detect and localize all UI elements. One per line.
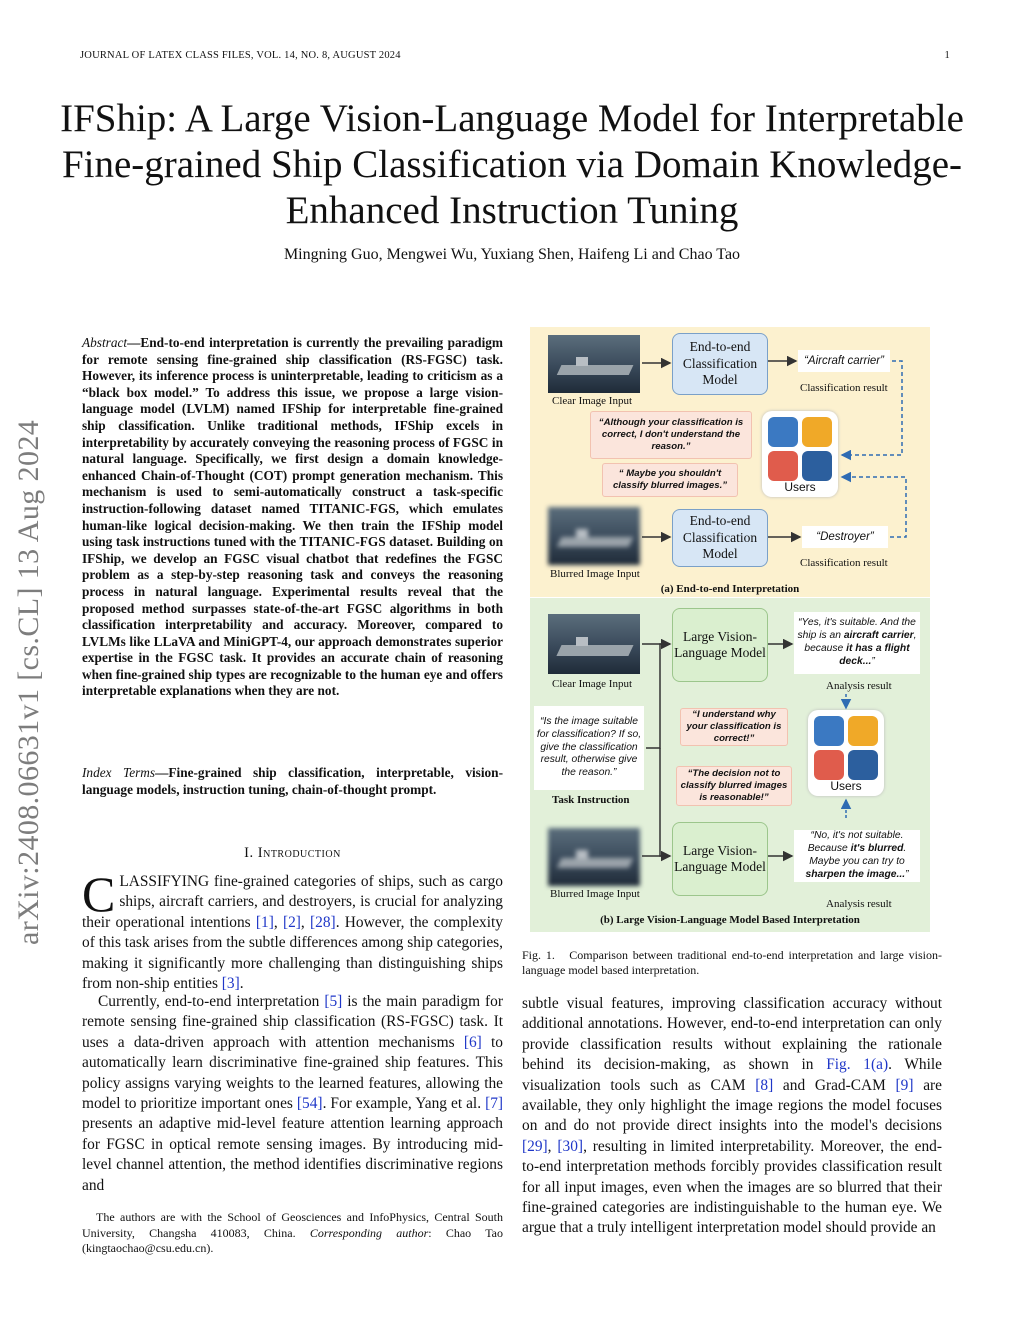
user-bubble-a2: “ Maybe you shouldn't classify blurred images.” bbox=[602, 463, 738, 497]
section-title: Introduction bbox=[257, 845, 341, 861]
text: , because bbox=[804, 630, 917, 654]
text: : Chao Tao (kingtaochao@csu.edu.cn). bbox=[82, 1225, 504, 1255]
panel-a bbox=[530, 327, 930, 597]
citation-link[interactable]: [54] bbox=[296, 1095, 323, 1113]
paper-title: IFShip: A Large Vision-Language Model for Interpretable Fine-grained Ship Classification via Domain Knowledge-Enhanced Instruction Tuning bbox=[60, 97, 964, 232]
journal-name: JOURNAL OF LATEX CLASS FILES, VOL. 14, NO. 8, AUGUST 2024 bbox=[80, 50, 401, 61]
text: and Grad-CAM bbox=[773, 1076, 896, 1094]
figure-reference-link[interactable]: Fig. 1(a) bbox=[826, 1056, 889, 1074]
clear-input-label: Clear Image Input bbox=[552, 395, 633, 407]
e2e-model-box-1: End-to-end Classification Model bbox=[672, 333, 768, 395]
clear-input-label: Clear Image Input bbox=[552, 678, 633, 690]
text: to automatically learn discriminative fine-grained ship features. This policy assigns varying weights to the learned features, allowing the model to prioritize important ones bbox=[82, 1033, 503, 1113]
citation-link[interactable]: [28] bbox=[310, 913, 336, 931]
citation-link[interactable]: [2] bbox=[282, 913, 301, 931]
text: it's blurred bbox=[850, 843, 904, 855]
task-instruction-text: “Is the image suitable for classification? If so, give the classification result, otherwise give the reason.” bbox=[534, 706, 644, 790]
arxiv-stamp: arXiv:2408.06631v1 [cs.CL] 13 Aug 2024 bbox=[12, 419, 45, 945]
index-terms-text: —Fine-grained ship classification, interpretable, vision-language models, instruction tuning, chain-of-thought prompt. bbox=[82, 765, 503, 797]
section-number: I. bbox=[244, 845, 254, 861]
panel-a-arrows bbox=[530, 327, 930, 597]
intro-paragraph-1 bbox=[82, 866, 503, 994]
figure-1 bbox=[530, 327, 930, 932]
figure-caption bbox=[522, 948, 942, 978]
text: ” bbox=[871, 655, 875, 667]
text: “Yes, it's suitable. And the ship is an bbox=[797, 617, 916, 642]
text: The authors are with the School of Geosciences and InfoPhysics, Central South University, Changsha 410083, China. bbox=[82, 1210, 503, 1240]
text: subtle visual features, improving classification accuracy without additional annotations. However, end-to-end interpretation can only provide classification results without explaining the rationale behind its decision-making, as shown in bbox=[522, 995, 942, 1074]
citation-link[interactable]: [3] bbox=[221, 975, 240, 993]
text: , bbox=[273, 913, 283, 931]
panel-b bbox=[530, 598, 930, 932]
users-label: Users bbox=[830, 779, 862, 793]
text: “No, it's not suitable. Because bbox=[807, 830, 904, 855]
classification-result-label: Classification result bbox=[800, 557, 888, 569]
text: is the main paradigm for remote sensing fine-grained ship classification (RS-FGSC) task. It uses a data-driven approach with attention mechanisms bbox=[82, 993, 503, 1051]
analysis-result-label: Analysis result bbox=[826, 898, 892, 910]
section-heading bbox=[82, 845, 503, 862]
text: it has a flight deck... bbox=[839, 643, 910, 667]
citation-link[interactable]: [5] bbox=[324, 993, 343, 1010]
users-label: Users bbox=[784, 480, 816, 494]
citation-link[interactable]: [30] bbox=[557, 1137, 584, 1155]
page-number: 1 bbox=[944, 50, 950, 61]
task-instruction-label: Task Instruction bbox=[552, 794, 630, 806]
text: are available, they only highlight the image regions the model focuses on and do not provide direct insights into the model's decisions bbox=[522, 1076, 942, 1135]
result-aircraft-carrier: “Aircraft carrier” bbox=[798, 350, 890, 372]
intro-paragraph-2 bbox=[82, 992, 503, 1196]
citation-link[interactable]: [7] bbox=[485, 1095, 504, 1113]
lvlm-box-1: Large Vision-Language Model bbox=[672, 608, 768, 682]
text: , bbox=[300, 913, 311, 931]
e2e-model-box-2: End-to-end Classification Model bbox=[672, 509, 768, 567]
citation-link[interactable]: [6] bbox=[463, 1033, 482, 1051]
text: aircraft carrier bbox=[843, 630, 914, 642]
lvlm-box-2: Large Vision-Language Model bbox=[672, 822, 768, 896]
blurred-input-label: Blurred Image Input bbox=[550, 888, 640, 900]
text: Currently, end-to-end interpretation bbox=[98, 993, 325, 1010]
index-terms-label: Index Terms bbox=[82, 765, 156, 780]
text: . While visualization tools such as CAM bbox=[522, 1056, 942, 1094]
right-column-paragraph bbox=[522, 994, 942, 1239]
text: presents an adaptive mid-level feature attention learning approach for FGSC in optical remote sensing images. By introducing mid-level channel attention, the method identifies discriminative regions and bbox=[82, 1115, 503, 1194]
text: . For example, Yang et al. bbox=[322, 1095, 486, 1113]
drop-cap: C bbox=[82, 866, 116, 922]
citation-link[interactable]: [8] bbox=[755, 1076, 774, 1094]
result-destroyer: “Destroyer” bbox=[802, 526, 888, 548]
citation-link[interactable]: [29] bbox=[522, 1137, 548, 1155]
text: ” bbox=[905, 868, 909, 880]
user-bubble-b1: “I understand why your classification is correct!” bbox=[680, 708, 788, 746]
text: . bbox=[239, 975, 244, 993]
analysis-result-label: Analysis result bbox=[826, 680, 892, 692]
text: , resulting in limited interpretability. Moreover, the end-to-end interpretation methods forcibly provides classification result for all input images, even when the images are so blurred that their fine-grained categories are indistinguishable to the human eye. We argue that a truly intelligent interpretation model should provide an bbox=[522, 1137, 942, 1237]
text: , bbox=[547, 1137, 558, 1155]
text: Corresponding author bbox=[309, 1225, 429, 1240]
abstract-text: —End-to-end interpretation is currently the prevailing paradigm for remote sensing fine-grained ship classification (RS-FGSC) task. However, its inference process is uninterpretable, leading to criticism as a “black box model.” To address this issue, we propose a large vision-language model (LVLM) named IFShip for interpretable fine-grained ship classification. Unlike traditional methods, IFShip excels in interpretability by accurately conveying the reasoning process of FGSC in natural language. Specifically, we first design a domain knowledge-enhanced Chain-of-Thought (COT) prompt generation mechanism. This mechanism is used to semi-automatically construct a task-specific instruction-following dataset named TITANIC-FGS, which emulates human-like logical decision-making. We then train the IFShip model using task instructions tuned with the TITANIC-FGS dataset. Building on IFShip, we develop an FGSC visual chatbot that redefines the FGSC problem as a step-by-step reasoning task and conveys the reasoning process in natural language. Experimental results reveal that the proposed method surpasses state-of-the-art FGSC algorithms in both classification interpretability and accuracy. Moreover, compared to LVLMs like LLaVA and MiniGPT-4, our approach demonstrates superior expertise in the FGSC task. It provides an accurate chain of reasoning when fine-grained ship types are recognizable to the human eye and offers interpretable explanations when they are not. bbox=[82, 335, 503, 699]
panel-b-caption: (b) Large Vision-Language Model Based Interpretation bbox=[600, 914, 860, 926]
text: . However, the complexity of this task arises from the subtle differences among ship categories, making it significantly more challenging than distinguishing ships from non-ship entities bbox=[82, 913, 503, 993]
footnote bbox=[82, 1210, 503, 1257]
classification-result-label: Classification result bbox=[800, 382, 888, 394]
abstract bbox=[82, 335, 503, 700]
user-bubble-a1: “Although your classification is correct, I don't understand the reason.” bbox=[590, 411, 752, 459]
text: LASSIFYING fine-grained categories of ships, such as cargo ships, aircraft carriers, and destroyers, is crucial for analyzing their operational intentions bbox=[82, 873, 503, 931]
citation-link[interactable]: [9] bbox=[895, 1076, 914, 1094]
panel-b-arrows bbox=[530, 598, 930, 932]
running-header bbox=[80, 50, 950, 61]
blurred-input-label: Blurred Image Input bbox=[550, 568, 640, 580]
text: . Maybe you can try to bbox=[809, 843, 907, 867]
caption-text: Comparison between traditional end-to-end interpretation and large vision-language model based interpretation. bbox=[522, 948, 942, 977]
user-bubble-b2: “The decision not to classify blurred images is reasonable!” bbox=[676, 766, 792, 806]
caption-label: Fig. 1. bbox=[522, 948, 555, 962]
panel-a-caption: (a) End-to-end Interpretation bbox=[660, 583, 800, 595]
citation-link[interactable]: [1] bbox=[255, 913, 274, 931]
author-list: Mingning Guo, Mengwei Wu, Yuxiang Shen, Haifeng Li and Chao Tao bbox=[283, 246, 741, 263]
index-terms bbox=[82, 765, 503, 798]
text: sharpen the image... bbox=[805, 868, 906, 880]
abstract-label: Abstract bbox=[82, 335, 128, 350]
